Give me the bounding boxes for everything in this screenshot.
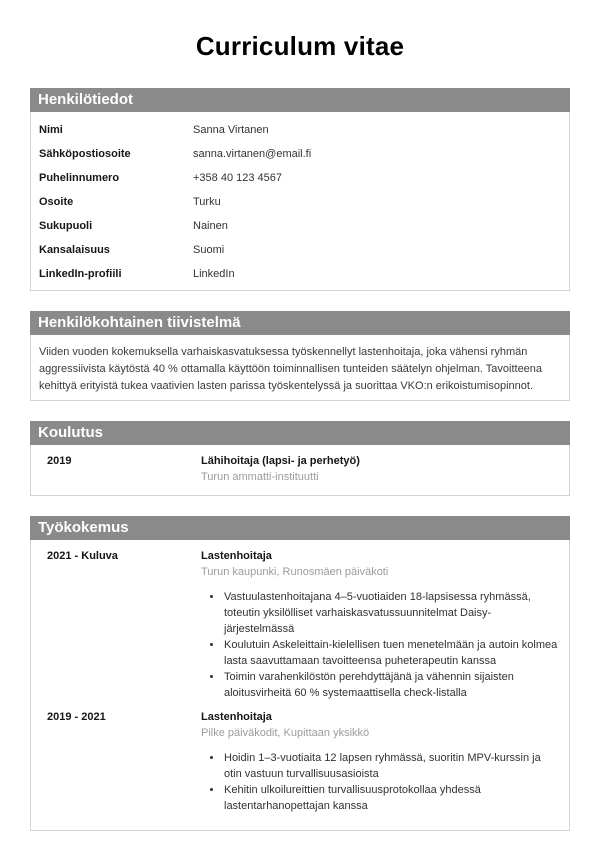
section-education	[30, 421, 570, 496]
info-row-name	[31, 118, 569, 142]
info-row-nationality	[31, 238, 569, 262]
experience-bullet-list	[201, 750, 561, 814]
experience-bullet: • Koulutuin Askeleittain-kielellisen tuen menetelmään ja autoin kolmea lasta saavuttamaan tavoitteensa puheterapeutin kanssa	[223, 637, 561, 669]
page-title: Curriculum vitae	[195, 31, 405, 61]
linkedin-link[interactable]: LinkedIn	[193, 268, 235, 280]
experience-entry-main	[201, 548, 561, 705]
experience-entry-previous	[39, 709, 561, 818]
education-degree: Lähihoitaja (lapsi- ja perhetyö)	[201, 455, 360, 467]
info-row-linkedin	[31, 262, 569, 286]
experience-bullet: • Hoidin 1–3-vuotiaita 12 lapsen ryhmässä, suoritin MPV-kurssin ja otin vastuun turvallisuusasioista	[223, 750, 561, 782]
info-label-linkedin: LinkedIn-profiili	[39, 268, 122, 280]
experience-bullet: • Vastuulastenhoitajana 4–5-vuotiaiden 18-lapsisessa ryhmässä, toteutin yksilölliset varhaiskasvatussuunnitelmat Daisy-järjestelmässä	[223, 589, 561, 637]
education-entry-main	[201, 453, 561, 485]
summary-text: Viiden vuoden kokemuksella varhaiskasvatuksessa työskennellyt lastenhoitaja, joka vähensi ryhmän aggressiivista käytöstä 40 % ottamalla käyttöön toiminnallisen tunteiden säätelyn ohjelman. Tavoitteena kehittyä erityistä tukea vaativien lasten parissa työskentelyssä ja suorittaa VKO:n erikoistumisopinnot.	[39, 346, 543, 392]
education-list	[30, 445, 570, 496]
section-header-education: Koulutus	[30, 421, 570, 445]
experience-period: 2019 - 2021	[47, 711, 106, 723]
info-value-phone: +358 40 123 4567	[193, 172, 283, 184]
info-row-gender	[31, 214, 569, 238]
experience-list	[30, 540, 570, 831]
section-header-personal: Henkilötiedot	[30, 88, 570, 112]
education-period: 2019	[47, 455, 72, 467]
experience-employer: Turun kaupunki, Runosmäen päiväkoti	[201, 566, 389, 578]
section-header-experience: Työkokemus	[30, 516, 570, 540]
section-experience	[30, 516, 570, 831]
experience-bullet-list	[201, 589, 561, 701]
info-row-address	[31, 190, 569, 214]
experience-employer: Pilke päiväkodit, Kupittaan yksikkö	[201, 727, 370, 739]
info-value-email: sanna.virtanen@email.fi	[193, 148, 312, 160]
info-value-name: Sanna Virtanen	[193, 124, 269, 136]
info-row-phone	[31, 166, 569, 190]
experience-period: 2021 - Kuluva	[47, 550, 118, 562]
experience-entry-current	[39, 548, 561, 705]
info-label-phone: Puhelinnumero	[39, 172, 120, 184]
info-label-name: Nimi	[39, 124, 63, 136]
info-label-gender: Sukupuoli	[39, 220, 93, 232]
section-summary	[30, 311, 570, 401]
info-label-nationality: Kansalaisuus	[39, 244, 110, 256]
education-entry	[39, 453, 561, 485]
section-personal	[30, 88, 570, 291]
education-institution: Turun ammatti-instituutti	[201, 471, 319, 483]
info-value-nationality: Suomi	[193, 244, 225, 256]
summary-box	[30, 335, 570, 401]
experience-bullet: • Kehitin ulkoilureittien turvallisuusprotokollaa yhdessä lastentarhanopettajan kanssa	[223, 782, 561, 814]
info-label-address: Osoite	[39, 196, 74, 208]
info-row-email	[31, 142, 569, 166]
info-value-gender: Nainen	[193, 220, 228, 232]
section-header-summary: Henkilökohtainen tiivistelmä	[30, 311, 570, 335]
personal-info-table	[30, 112, 570, 291]
experience-bullet: • Toimin varahenkilöstön perehdyttäjänä ja vähennin sijaisten aloitusvirheitä 60 % systemaattisella check-listalla	[223, 669, 561, 701]
info-value-address: Turku	[193, 196, 221, 208]
experience-entry-main	[201, 709, 561, 818]
experience-role: Lastenhoitaja	[201, 550, 272, 562]
experience-role: Lastenhoitaja	[201, 711, 272, 723]
info-label-email: Sähköpostiosoite	[39, 148, 131, 160]
